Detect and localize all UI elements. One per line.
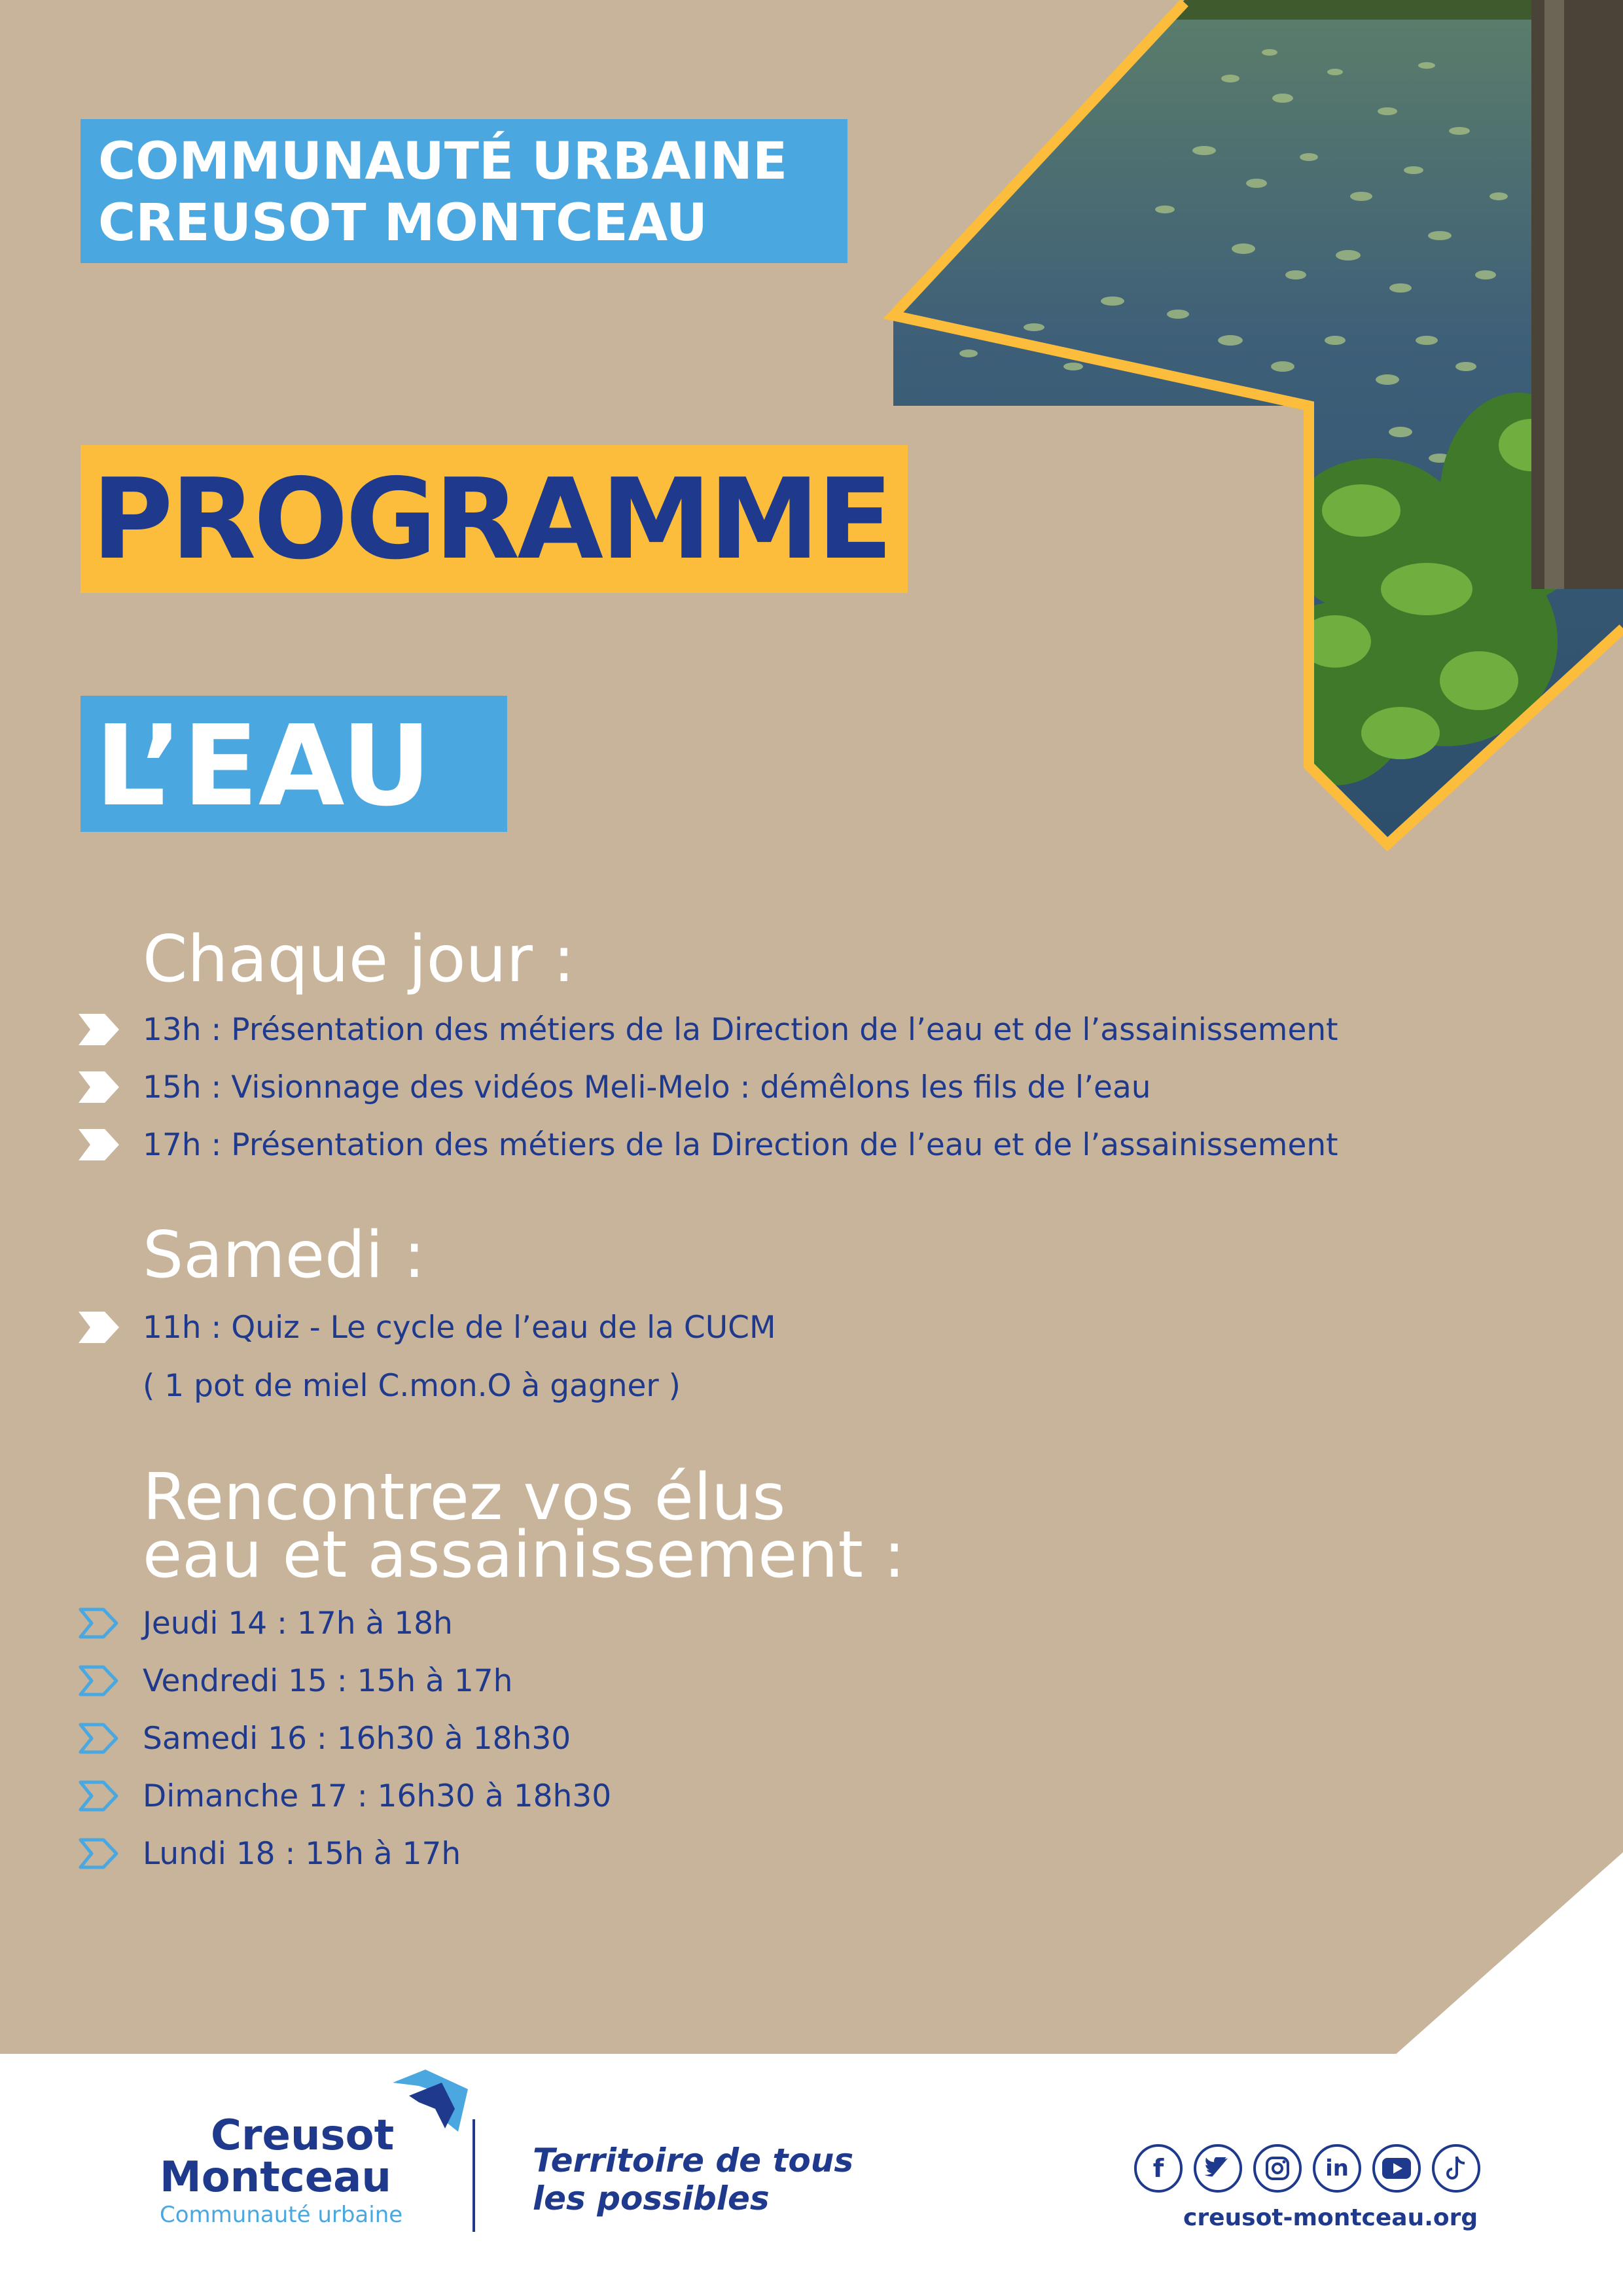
chevron-bullet-icon (79, 1014, 120, 1045)
meet-item-text: Samedi 16 : 16h30 à 18h30 (143, 1720, 571, 1757)
meet-item (79, 1597, 453, 1649)
instagram-icon[interactable] (1253, 2144, 1302, 2193)
org-label-line1: COMMUNAUTÉ URBAINE (98, 132, 788, 191)
daily-item-text: 15h : Visionnage des vidéos Meli-Melo : démêlons les fils de l’eau (143, 1069, 1151, 1105)
chevron-bullet-icon (79, 1312, 120, 1343)
tiktok-icon[interactable] (1432, 2144, 1480, 2193)
lake-photo (838, 0, 1623, 851)
logo-subtitle: Communauté urbaine (160, 2202, 403, 2228)
facebook-icon[interactable]: f (1134, 2144, 1183, 2193)
chevron-bullet-icon (79, 1129, 120, 1160)
social-links (1134, 2144, 1480, 2193)
footer-divider (473, 2119, 475, 2232)
linkedin-icon[interactable]: in (1313, 2144, 1361, 2193)
twitter-icon[interactable] (1194, 2144, 1242, 2193)
meet-item (79, 1712, 571, 1765)
meet-item-text: Lundi 18 : 15h à 17h (143, 1835, 461, 1872)
meet-heading-line1: Rencontrez vos élus (143, 1460, 786, 1535)
chevron-outline-icon (79, 1723, 120, 1754)
saturday-note: ( 1 pot de miel C.mon.O à gagner ) (143, 1368, 681, 1404)
org-label (80, 119, 847, 263)
logo-line1: Creusot (211, 2111, 395, 2160)
meet-item-text: Vendredi 15 : 15h à 17h (143, 1662, 513, 1699)
meet-heading-line2: eau et assainissement : (143, 1518, 906, 1592)
page-title (80, 445, 908, 593)
saturday-item-text: 11h : Quiz - Le cycle de l’eau de la CUCM (143, 1309, 776, 1346)
saturday-item (79, 1301, 776, 1354)
daily-item (79, 1003, 1338, 1056)
daily-item-text: 13h : Présentation des métiers de la Direction de l’eau et de l’assainissement (143, 1011, 1338, 1048)
meet-item-text: Dimanche 17 : 16h30 à 18h30 (143, 1778, 612, 1814)
logo-line2: Montceau (160, 2153, 391, 2202)
slogan-line1: Territoire de tous (533, 2142, 854, 2179)
youtube-icon[interactable] (1372, 2144, 1421, 2193)
daily-heading: Chaque jour : (143, 922, 575, 997)
page-subtitle (80, 696, 507, 832)
slogan-line2: les possibles (533, 2179, 770, 2217)
corner-cut (1387, 1852, 1623, 2062)
meet-item (79, 1655, 512, 1707)
meet-item (79, 1827, 461, 1880)
chevron-outline-icon (79, 1607, 120, 1639)
chevron-outline-icon (79, 1780, 120, 1812)
page-title-text: PROGRAMME (92, 455, 891, 584)
chevron-bullet-icon (79, 1071, 120, 1103)
saturday-heading: Samedi : (143, 1218, 425, 1293)
daily-item (79, 1119, 1338, 1171)
footer (0, 2054, 1623, 2296)
daily-item-text: 17h : Présentation des métiers de la Direction de l’eau et de l’assainissement (143, 1126, 1338, 1163)
daily-item (79, 1061, 1151, 1113)
org-label-line2: CREUSOT MONTCEAU (98, 194, 708, 253)
chevron-outline-icon (79, 1665, 120, 1696)
meet-item (79, 1770, 611, 1822)
page-subtitle-text: L’EAU (95, 702, 432, 831)
website-link[interactable]: creusot-montceau.org (1183, 2204, 1478, 2231)
chevron-outline-icon (79, 1838, 120, 1869)
meet-item-text: Jeudi 14 : 17h à 18h (143, 1605, 453, 1641)
